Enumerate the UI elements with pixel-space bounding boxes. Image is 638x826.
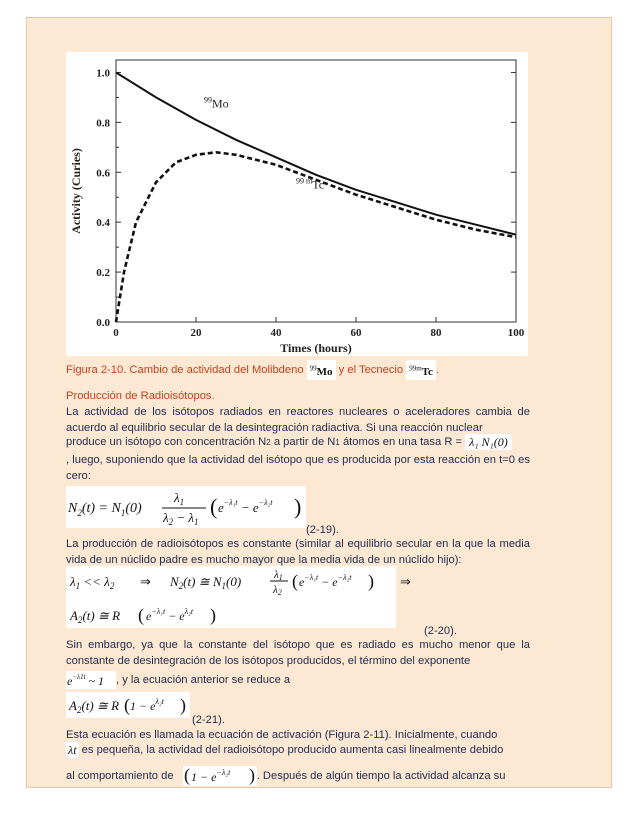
svg-text:): ) [248,766,255,785]
equation-2-21-number: (2-21). [192,714,225,726]
svg-text:λ1: λ1 [274,569,283,582]
equation-2-20-number: (2-20). [424,625,457,637]
equation-2-21 [66,692,190,718]
equation-2-20 [66,566,396,628]
svg-text:A2(t) ≅ R: $A_2(t)$ ≅ R [70,608,121,625]
x-tick-label: 80 [430,327,442,339]
series-mo-line [116,73,516,235]
svg-text:): ) [368,571,374,591]
paragraph-1-rate-line: produce un isótopo con concentración N2 a partir de N1 átomos en una tasa R = λ₁ N₁(0) [66,434,530,451]
svg-text:): ) [294,494,302,519]
svg-text:1 − e−λ₂t: $1 - e^{-\lambda_2t}$ [190,768,231,784]
svg-text:λ2: λ2 [273,584,282,597]
svg-text:λ2 − λ1: $\lambda_2 - \lambda_1$ [163,510,199,527]
svg-text:e−λ₁t − eλ₂t: $e^{-\lambda_1t} - e^{\lambda_2t}$ [146,607,194,623]
activation-factor [183,766,257,786]
svg-text:(: ( [124,695,130,715]
paragraph-3: Sin embargo, ya que la constante del isótopo que es radiado es mucho menor que la constante de desintegración de los isótopos producidos, el término del exponente [66,639,530,667]
y-tick-label: 0.6 [96,167,110,180]
lambda-t: λt [68,743,77,758]
y-tick-label: 1.0 [96,67,110,80]
y-tick-label: 0.4 [96,217,110,230]
y-tick-label: 0.8 [96,117,110,130]
svg-text:⇒: ⇒ [400,575,411,590]
caption-mid: y el Tecnecio [338,363,404,376]
x-axis-label: Times (hours) [280,341,352,355]
exponent-approx [66,671,116,689]
equation-2-19-number: (2-19). [306,524,339,536]
y-tick-label: 0.2 [96,267,110,280]
svg-text:e−λ1t ~ 1: $e^{-\lambda 1t}$ ~ 1 [67,673,105,688]
svg-text:(: ( [292,571,298,591]
svg-text:(: ( [210,494,218,519]
svg-text:): ) [210,605,216,625]
x-tick-label: 20 [190,327,202,339]
paragraph-1: La actividad de los isótopos radiados en reactores nucleares o aceleradores cambia de acuerdo al equilibrio secular de la desintegración radiactiva. Si una reacción nuclear [66,406,530,434]
activity-chart [66,52,528,356]
svg-text:e−λ₁t − e−λ₂t: $e^{-\lambda_1t} - e^{-\lambda_2t}$ [299,573,352,589]
y-tick-label: 0.0 [96,317,110,329]
svg-text:(: ( [138,605,144,625]
tc-curve-label: $^{99 m}$Tc [296,176,325,192]
svg-text:λ1: $\lambda_1$ [174,490,185,507]
svg-text:A2(t) ≅ R: $A_2(t)$ ≅ R [69,698,120,715]
caption-mo-symbol: $^{99}$Mo [307,360,336,380]
paragraph-2: La producción de radioisótopos es constante (similar al equilibrio secular en la que la media vida de un núclido padre es mucho mayor que la media vida de un núclido hijo): [66,538,530,566]
svg-text:⇒: ⇒ [140,575,151,590]
section-heading: Producción de Radioisótopos. [66,390,215,402]
implies-arrow [398,572,420,590]
svg-text:N2(t) ≅ N1(0): $N_2(t)$ ≅ $N_1(0)$ [170,574,242,591]
svg-text:e−λ₁t − e−λ₂t: $e^{-\lambda_1t} - e^{-\lambda_2t}$ [218,498,273,515]
svg-text:(: ( [183,766,190,785]
x-tick-label: 60 [350,327,362,339]
y-axis-label: Activity (Curies) [69,148,83,234]
paragraph-4-line-1: Esta ecuación es llamada la ecuación de activación (Figura 2-11). Inicialmente, cuando [66,729,498,741]
svg-text:): ) [180,695,186,715]
caption-tc-symbol: $^{99m}$Tc [406,360,436,380]
svg-text:λ1 << λ2: $\lambda_1 << \lambda_2$ [70,574,115,591]
equation-2-19 [66,486,306,528]
mo-curve-label: $^{99}$Mo [204,95,229,111]
x-tick-label: 0 [113,327,119,339]
paragraph-1-tail: , luego, suponiendo que la actividad del isótopo que es producida por esta reacción en t=0 es cero: [66,454,530,482]
chart-svg [66,52,528,356]
paragraph-4-line-2: λt es pequeña, la actividad del radioisótopo producido aumenta casi linealmente debido [68,743,504,758]
svg-text:1 − eλ₂t: $1 - e^{\lambda_2t}$ [130,697,164,713]
svg-text:N2(t) = N1(0): $N_2(t) = N_1(0)$ [68,501,142,518]
paragraph-3-expo-line: $e^{-\lambda 1t}$ ~ 1 , y la ecuación anterior se reduce a [67,673,291,688]
x-tick-label: 40 [270,327,282,339]
x-tick-label: 100 [507,327,525,339]
caption-text: Figura 2-10. Cambio de actividad del Molibdeno [66,363,304,376]
paragraph-4-line-3: al comportamiento de ( $1 - e^{-\lambda_2t}$ ) . Después de algún tiempo la actividad alcanza su [66,766,506,785]
rate-formula: λ₁ N₁(0) [465,434,512,450]
figure-caption: Figura 2-10. Cambio de actividad del Molibdeno $^{99}$Mo y el Tecnecio $^{99m}$Tc . [66,360,530,380]
